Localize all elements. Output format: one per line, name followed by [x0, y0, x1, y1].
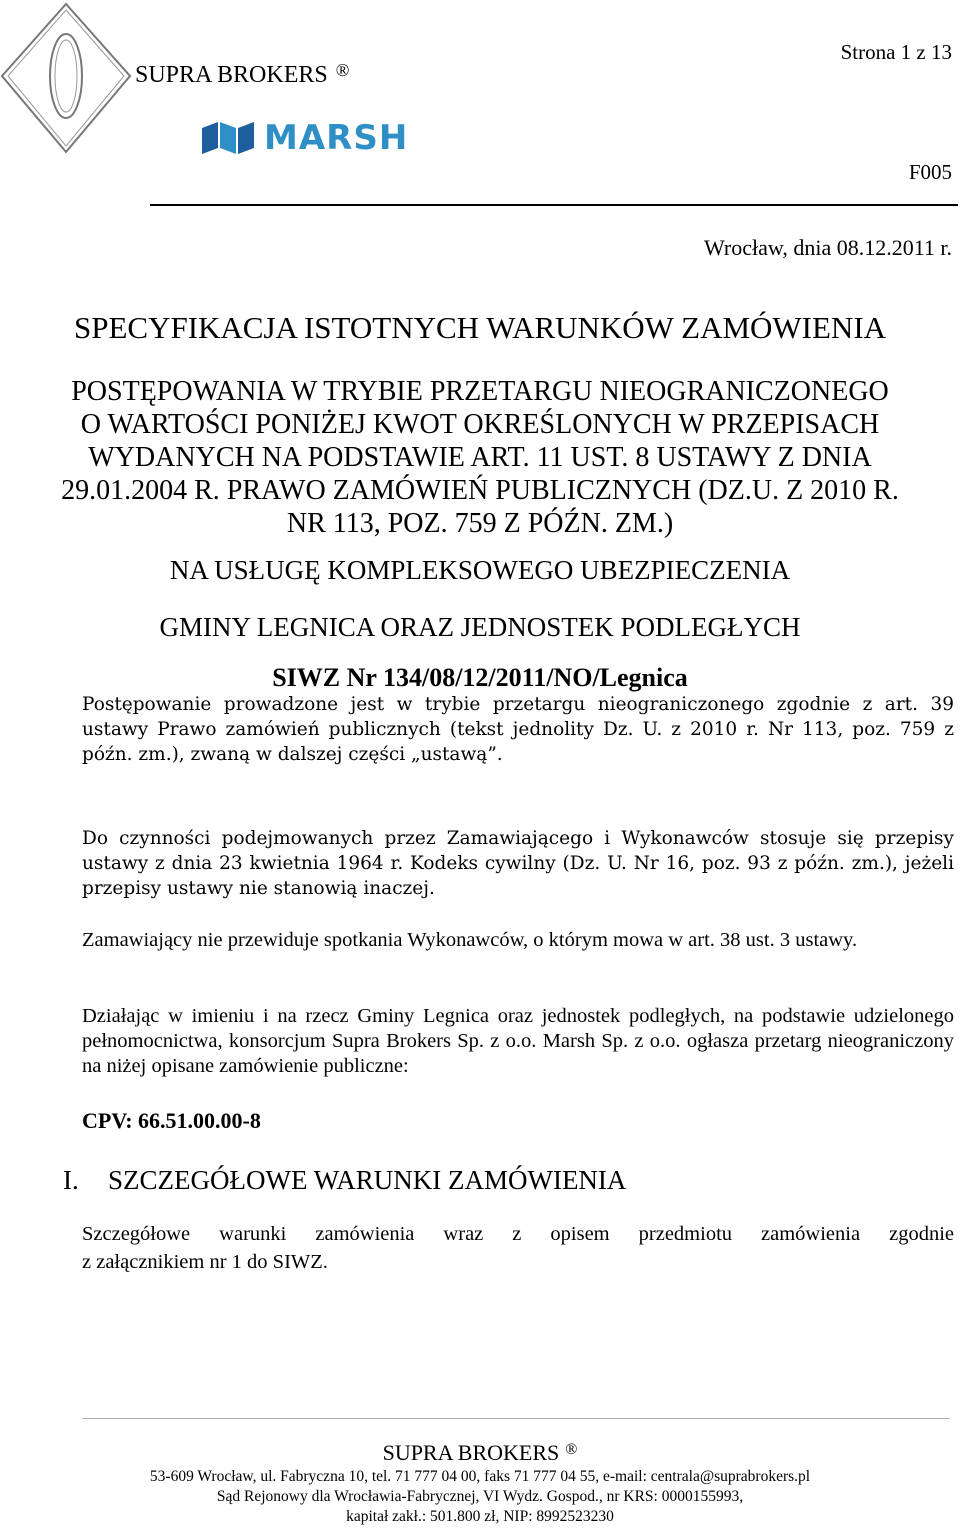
- document-title: SPECYFIKACJA ISTOTNYCH WARUNKÓW ZAMÓWIENIA: [73, 310, 887, 345]
- client-line: GMINY LEGNICA ORAZ JEDNOSTEK PODLEGŁYCH: [159, 612, 801, 642]
- paragraph-procedure: Postępowanie prowadzone jest w trybie przetargu nieograniczonego zgodnie z art. 39 ustawy Prawo zamówień publicznych (tekst jednolity Dz. U. z 2010 r. Nr 113, poz. 759 z późn. zm.), zwaną w dalszej części „ustawą”.: [82, 694, 954, 765]
- form-code: F005: [908, 160, 952, 184]
- footer-brand: [0, 1440, 960, 1466]
- reference-number: SIWZ Nr 134/08/12/2011/NO/Legnica: [272, 663, 688, 692]
- paragraph-civil-code: Do czynności podejmowanych przez Zamawiającego i Wykonawców stosuje się przepisy ustawy z dnia 23 kwietnia 1964 r. Kodeks cywilny (Dz. U. Nr 16, poz. 93 z późn. zm.), jeżeli przepisy ustawy nie stanowią inaczej.: [82, 828, 954, 899]
- footer-divider: [82, 1418, 950, 1419]
- section-text-line: z załącznikiem nr 1 do SIWZ.: [82, 1251, 328, 1273]
- marsh-logo-icon: [200, 118, 258, 158]
- section-number: I.: [63, 1165, 79, 1195]
- footer-court: Sąd Rejonowy dla Wrocławia-Fabrycznej, VI Wydz. Gospod., nr KRS: 0000155993,: [216, 1488, 744, 1505]
- subtitle-line: POSTĘPOWANIA W TRYBIE PRZETARGU NIEOGRANICZONEGO: [71, 376, 889, 407]
- paragraph-meeting: Zamawiający nie przewiduje spotkania Wykonawców, o którym mowa w art. 38 ust. 3 ustawy.: [82, 929, 858, 951]
- cpv-code: CPV: 66.51.00.00-8: [82, 1108, 261, 1133]
- document-date: Wrocław, dnia 08.12.2011 r.: [704, 235, 952, 260]
- section-text-line: Szczegółowe warunki zamówienia wraz z opisem przedmiotu zamówienia zgodnie: [82, 1223, 954, 1245]
- marsh-logo: [200, 118, 408, 158]
- footer-capital: kapitał zakł.: 501.800 zł, NIP: 8992523230: [346, 1508, 614, 1525]
- subtitle-line: 29.01.2004 R. PRAWO ZAMÓWIEŃ PUBLICZNYCH (DZ.U. Z 2010 R.: [61, 475, 899, 506]
- page-number: Strona 1 z 13: [840, 40, 952, 64]
- footer-address: 53-609 Wrocław, ul. Fabryczna 10, tel. 71 777 04 00, faks 71 777 04 55, e-mail: centrala@suprabrokers.pl: [149, 1468, 811, 1485]
- brand-name: [135, 60, 349, 89]
- registered-mark: ®: [335, 60, 350, 80]
- service-line: NA USŁUGĘ KOMPLEKSOWEGO UBEZPIECZENIA: [169, 555, 791, 585]
- footer-registered-mark: ®: [565, 1441, 578, 1458]
- paragraph-announcement: Działając w imieniu i na rzecz Gminy Legnica oraz jednostek podległych, na podstawie udzielonego pełnomocnictwa, konsorcjum Supra Brokers Sp. z o.o. Marsh Sp. z o.o. ogłasza przetarg nieograniczony na niżej opisane zamówienie publiczne:: [82, 1005, 954, 1077]
- section-heading: [63, 1165, 626, 1196]
- supra-logo-icon: [0, 0, 135, 160]
- subtitle-line: NR 113, POZ. 759 Z PÓŹN. ZM.): [286, 508, 674, 539]
- subtitle-line: WYDANYCH NA PODSTAWIE ART. 11 UST. 8 USTAWY Z DNIA: [88, 442, 872, 473]
- section-title: SZCZEGÓŁOWE WARUNKI ZAMÓWIENIA: [108, 1165, 627, 1195]
- marsh-logo-text: MARSH: [264, 118, 409, 158]
- subtitle-line: O WARTOŚCI PONIŻEJ KWOT OKREŚLONYCH W PRZEPISACH: [80, 409, 880, 440]
- procedure-subtitle: [0, 375, 960, 540]
- brand-text: SUPRA BROKERS: [135, 62, 328, 88]
- header-divider: [150, 204, 958, 206]
- footer-brand-text: SUPRA BROKERS: [382, 1440, 560, 1465]
